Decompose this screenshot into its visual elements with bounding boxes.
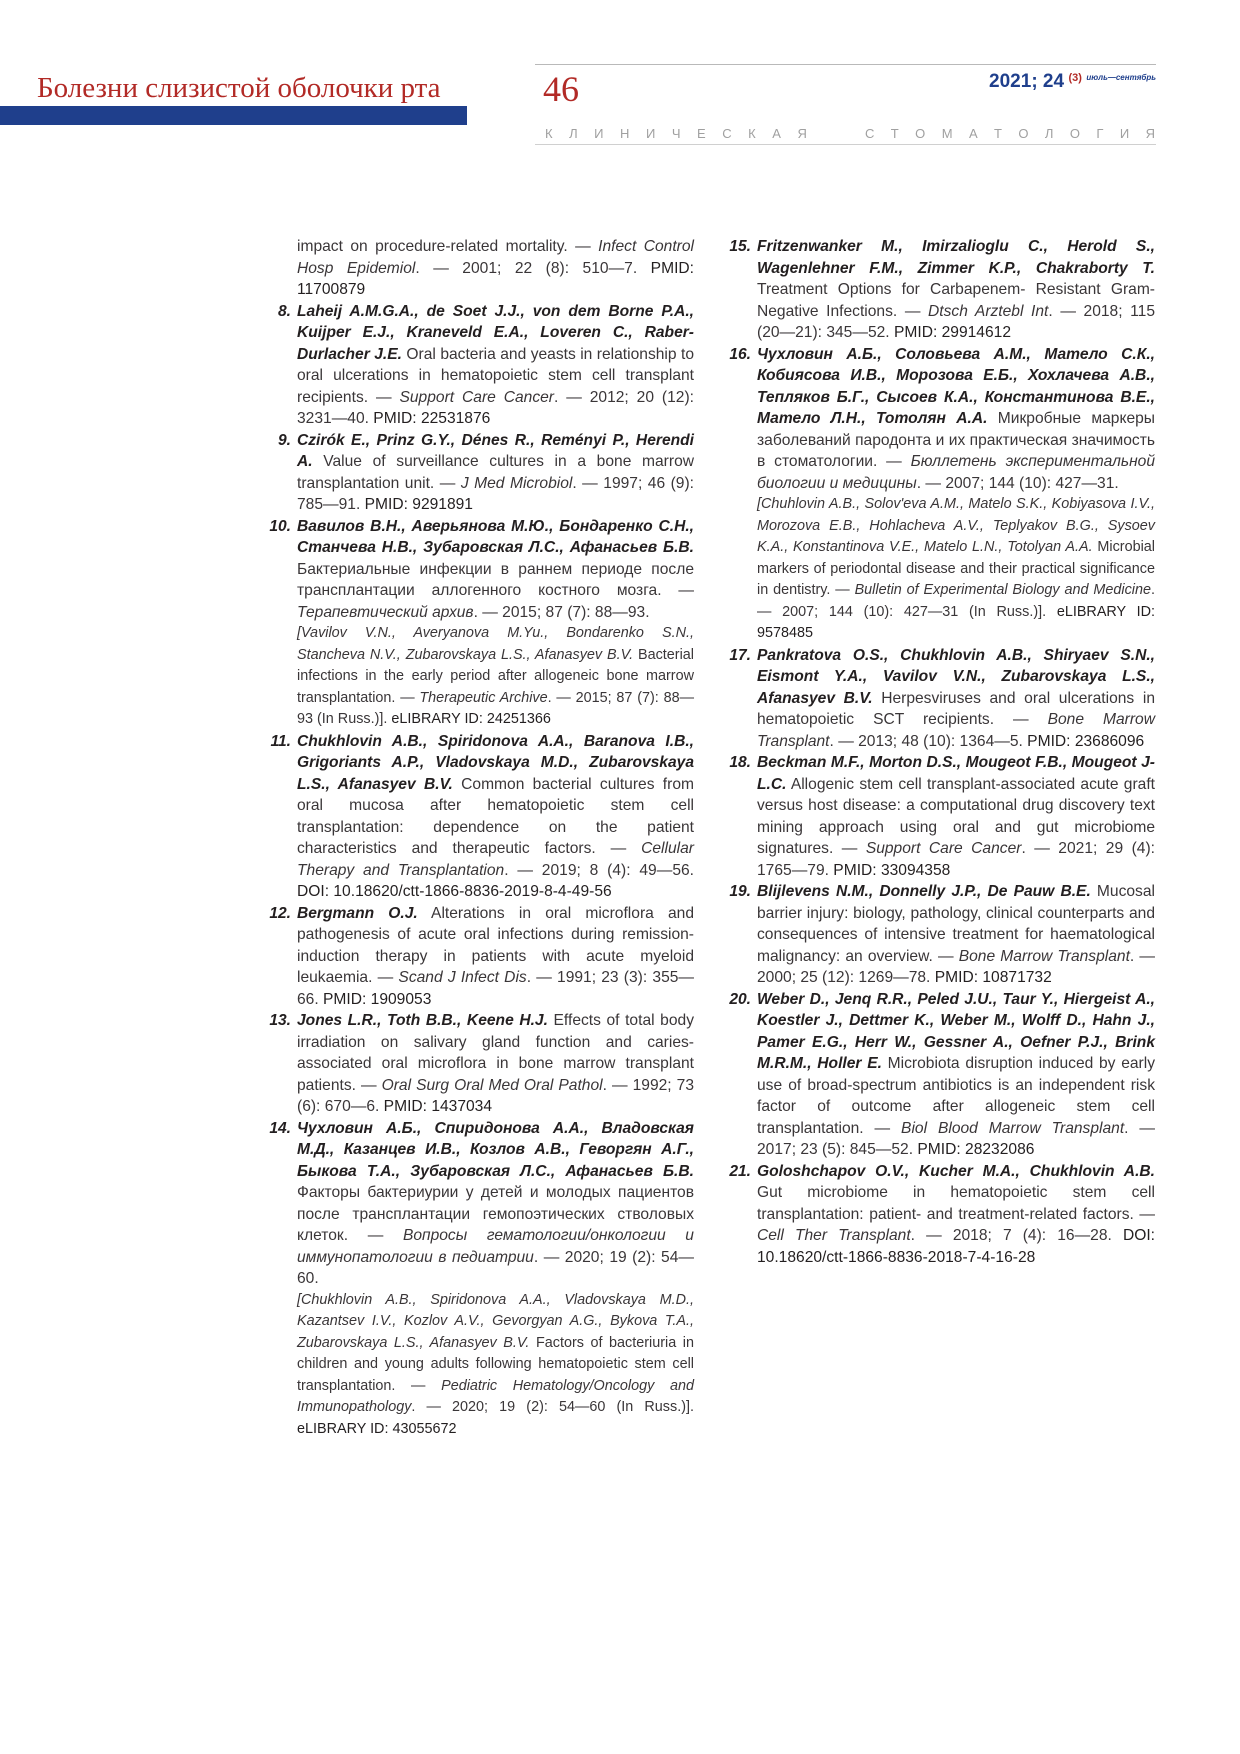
reference-details: . — 2021; 29 (4): 1765—79. xyxy=(757,840,1155,879)
journal-letter: О xyxy=(915,126,926,141)
section-title: Болезни слизистой оболочки рта xyxy=(37,72,441,104)
reference-list xyxy=(269,301,695,1441)
translation-title: Microbial markers of periodontal disease and their practical significance in dentistry. — xyxy=(757,539,1155,598)
reference-details: . — 1992; 73 (6): 670—6. xyxy=(297,1076,695,1115)
reference-id: eLIBRARY ID: 9578485 xyxy=(757,603,1156,641)
reference-authors: Weber D., Jenq R.R., Peled J.U., Taur Y., Hiergeist A., Koestler J., Dettmer K., Weber M., Wolff D., Hahn J., Pamer E.G., Herr W., Gessner A., Oefner P.J., Brink M.R.M., Holler E. xyxy=(757,990,1155,1072)
reference-journal: Infect Control Hosp Epidemiol xyxy=(297,238,694,277)
translation-authors: [Chukhlovin A.B., Spiridonova A.A., Vladovskaya M.D., Kazantsev I.V., Kozlov A.V., Gevorgyan A.G., Bykova T.A., Zubarovskaya L.S., Afanasyev B.V. xyxy=(297,1291,694,1351)
reference-list xyxy=(729,236,1156,1268)
translation-journal: Pediatric Hematology/Oncology and Immunopathology xyxy=(297,1377,694,1415)
reference-id: PMID: 28232086 xyxy=(917,1141,1035,1158)
reference-authors: Jones L.R., Toth B.B., Keene H.J. xyxy=(297,1012,548,1029)
journal-name xyxy=(545,126,1155,141)
journal-word-2 xyxy=(865,126,1155,141)
journal-letter: И xyxy=(594,126,604,141)
reference-authors: Czirók E., Prinz G.Y., Dénes R., Reményi P., Herendi A. xyxy=(297,431,694,470)
section-title-bar xyxy=(0,106,467,125)
reference-id: PMID: 33094358 xyxy=(833,861,951,879)
reference-entry xyxy=(729,881,1155,989)
reference-title: Alterations in oral microflora and pathogenesis of acute oral infections during remission-induction therapy in patients with acute myeloid leukaemia. — xyxy=(297,904,694,986)
reference-id: PMID: 23686096 xyxy=(1027,732,1145,750)
reference-entry xyxy=(269,1010,695,1118)
reference-authors: Chukhlovin A.B., Spiridonova A.A., Baranova I.B., Grigoriants A.P., Vladovskaya M.D., Zubarovskaya L.S., Afanasyev B.V. xyxy=(297,732,694,793)
header-rule-bottom xyxy=(535,144,1156,145)
journal-letter: И xyxy=(645,126,656,141)
reference-title: Common bacterial cultures from oral mucosa after hematopoietic stem cell transplantation: dependence on the patient characteristics and therapeutic factors. — xyxy=(297,775,694,857)
reference-id: eLIBRARY ID: 24251366 xyxy=(391,711,551,727)
reference-authors: Blijlevens N.M., Donnelly J.P., De Pauw B.E. xyxy=(757,883,1091,900)
reference-journal: Support Care Cancer xyxy=(399,388,554,406)
reference-title: Value of surveillance cultures in a bone marrow transplantation unit. — xyxy=(297,453,694,492)
reference-id: PMID: 29914612 xyxy=(893,324,1011,341)
reference-authors: Чухловин А.Б., Спиридонова А.А., Владовская М.Д., Казанцев И.В., Козлов А.В., Геворгян А.Г., Быкова Т.А., Зубаровская Л.С., Афанасьев Б.В. xyxy=(297,1119,694,1180)
reference-details: . — 2020; 19 (2): 54—60. xyxy=(297,1248,694,1287)
reference-journal: Bone Marrow Transplant xyxy=(757,711,1155,750)
reference-journal: Cellular Therapy and Transplantation xyxy=(297,840,694,879)
reference-number: 9. xyxy=(277,431,291,449)
reference-id: PMID: 11700879 xyxy=(297,259,694,298)
translation-title: Factors of bacteriuria in children and young adults following hematopoietic stem cell transplantation. — xyxy=(297,1334,694,1394)
journal-letter: Я xyxy=(1145,126,1155,141)
reference-number: 19. xyxy=(729,883,751,900)
reference-number: 11. xyxy=(270,732,291,750)
reference-entry xyxy=(269,516,694,731)
reference-translation xyxy=(297,623,694,731)
references-left-column xyxy=(269,236,695,1440)
translation-title: Bacterial infections in the early period after allogeneic bone marrow transplantation. — xyxy=(297,646,694,706)
journal-letter: Ч xyxy=(671,126,681,141)
reference-details: . — 2013; 48 (10): 1364—5. xyxy=(829,732,1028,750)
reference-entry xyxy=(729,236,1155,344)
translation-details: . — 2007; 144 (10): 427—31 (In Russ.)]. xyxy=(757,582,1155,620)
reference-details: . — 2015; 87 (7): 88—93. xyxy=(473,603,650,621)
journal-letter: Н xyxy=(620,126,630,141)
reference-details: . — 1991; 23 (3): 355—66. xyxy=(297,969,695,1008)
reference-details: . — 2017; 23 (5): 845—52. xyxy=(757,1119,1155,1158)
reference-details: . — 2000; 25 (12): 1269—78. xyxy=(757,947,1155,986)
journal-letter: К xyxy=(748,126,756,141)
reference-entry xyxy=(729,752,1155,881)
reference-authors: Laheij A.M.G.A., de Soet J.J., von dem Borne P.A., Kuijper E.J., Kraneveld E.A., Loveren C., Raber-Durlacher J.E. xyxy=(297,302,694,363)
reference-title: Allogenic stem cell transplant-associated acute graft versus host disease: a computational drug discovery text mining approach using oral and gut microbiome signatures. — xyxy=(757,775,1155,857)
reference-title: Gut microbiome in hematopoietic stem cell transplantation: patient- and treatment-related factors. — xyxy=(757,1184,1155,1223)
reference-entry xyxy=(729,344,1156,645)
reference-id: DOI: 10.18620/ctt-1866-8836-2019-8-4-49-56 xyxy=(297,883,612,900)
reference-journal: Cell Ther Transplant xyxy=(757,1227,911,1244)
issue-months: июль—сентябрь xyxy=(1086,73,1156,82)
journal-letter: К xyxy=(545,126,553,141)
reference-entry xyxy=(729,645,1155,753)
reference-title: Treatment Options for Carbapenem- Resistant Gram-Negative Infections. — xyxy=(757,281,1155,320)
reference-journal: Терапевтический архив xyxy=(297,603,474,621)
reference-number: 20. xyxy=(729,990,751,1008)
reference-title: Mucosal barrier injury: biology, pathology, clinical counterparts and consequences of intensive treatment for haematological malignancy: an overview. — xyxy=(757,883,1155,965)
journal-letter: О xyxy=(1018,126,1029,141)
reference-journal: Support Care Cancer xyxy=(865,840,1022,857)
journal-letter: А xyxy=(772,126,781,141)
reference-authors: Fritzenwanker M., Imirzalioglu C., Herold S., Wagenlehner F.M., Zimmer K.P., Chakraborty T. xyxy=(757,238,1155,277)
translation-authors: [Vavilov V.N., Averyanova M.Yu., Bondarenko S.N., Stancheva N.V., Zubarovskaya L.S., Afanasyev B.V. xyxy=(297,625,694,663)
reference-number: 16. xyxy=(729,345,751,363)
reference-details: . — 2018; 7 (4): 16—28. xyxy=(910,1227,1123,1244)
reference-title: Микробные маркеры заболеваний пародонта и их практическая значимость в стоматологии. — xyxy=(757,410,1155,470)
reference-journal: Oral Surg Oral Med Oral Pathol xyxy=(381,1076,603,1094)
reference-authors: Beckman M.F., Morton D.S., Mougeot F.B., Mougeot J-L.C. xyxy=(757,754,1155,793)
reference-details: . — 2018; 115 (20—21): 345—52. xyxy=(757,302,1155,341)
journal-letter: М xyxy=(941,126,953,141)
translation-authors: [Chuhlovin A.B., Solov'eva A.M., Matelo S.K., Kobiyasova I.V., Morozova E.B., Hohlacheva A.V., Teplyakov B.G., Sysoev K.A., Konstantinova V.E., Matelo L.N., Totolyan A.A. xyxy=(757,496,1155,555)
reference-details: . — 1997; 46 (9): 785—91. xyxy=(297,474,695,513)
reference-authors: Pankratova O.S., Chukhlovin A.B., Shiryaev S.N., Eismont Y.A., Vavilov V.N., Zubarovskaya L.S., Afanasyev B.V. xyxy=(757,646,1155,707)
reference-id: DOI: 10.18620/ctt-1866-8836-2018-7-4-16-28 xyxy=(757,1227,1156,1266)
reference-number: 21. xyxy=(729,1162,751,1180)
reference-number: 17. xyxy=(729,646,751,664)
reference-details: . — 2007; 144 (10): 427—31. xyxy=(916,474,1119,492)
reference-number: 15. xyxy=(729,238,751,255)
journal-letter: Е xyxy=(697,126,706,141)
journal-letter: А xyxy=(968,126,978,141)
reference-number: 18. xyxy=(729,754,751,771)
reference-entry xyxy=(269,1118,694,1441)
reference-authors: Чухловин А.Б., Соловьева А.М., Матело С.К., Кобиясова И.В., Морозова Е.Б., Хохлачева А.В., Тепляков Б.Г., Сысоев К.А., Константинова В.Е., Матело Л.Н., Тотолян А.А. xyxy=(757,345,1155,427)
reference-continuation xyxy=(297,236,694,301)
reference-entry xyxy=(277,301,694,430)
reference-id: PMID: 1437034 xyxy=(383,1098,493,1115)
reference-title: Бактериальные инфекции в раннем периоде после трансплантации аллогенного костного мозга. — xyxy=(297,560,694,599)
journal-letter: И xyxy=(1119,126,1130,141)
translation-journal: Bulletin of Experimental Biology and Medicine xyxy=(854,582,1151,598)
issue-info xyxy=(989,71,1156,93)
reference-entry xyxy=(729,1161,1156,1269)
reference-journal: Dtsch Arztebl Int xyxy=(928,302,1049,320)
page-number: 46 xyxy=(543,69,579,109)
reference-authors: Bergmann O.J. xyxy=(297,904,418,922)
reference-title: Herpesviruses and oral ulcerations in hematopoietic SCT recipients. — xyxy=(757,689,1155,728)
journal-letter: Т xyxy=(994,126,1002,141)
journal-letter: С xyxy=(722,126,732,141)
reference-number: 12. xyxy=(269,904,291,922)
reference-journal: Bone Marrow Transplant xyxy=(958,947,1130,965)
journal-letter: Л xyxy=(569,126,578,141)
reference-entry xyxy=(269,903,695,1011)
reference-translation xyxy=(757,494,1155,645)
reference-id: eLIBRARY ID: 43055672 xyxy=(297,1420,457,1437)
reference-entry xyxy=(729,989,1155,1161)
reference-journal: Biol Blood Marrow Transplant xyxy=(901,1119,1125,1137)
reference-number: 13. xyxy=(269,1012,291,1029)
reference-title: impact on procedure-related mortality. — xyxy=(297,238,599,255)
reference-journal: Бюллетень экспериментальной биологии и медицины xyxy=(757,453,1155,492)
journal-letter: Г xyxy=(1096,126,1104,141)
journal-letter: О xyxy=(1069,126,1080,141)
reference-title: Oral bacteria and yeasts in relationship to oral ulcerations in hematopoietic stem cell transplant recipients. — xyxy=(297,345,694,406)
reference-id: PMID: 1909053 xyxy=(323,990,432,1008)
reference-details: . — 2019; 8 (4): 49—56. xyxy=(504,861,694,879)
reference-entry xyxy=(270,731,694,903)
reference-details: . — 2012; 20 (12): 3231—40. xyxy=(297,388,694,427)
references-right-column xyxy=(729,236,1156,1268)
reference-id: PMID: 10871732 xyxy=(934,969,1052,986)
reference-journal: J Med Microbiol xyxy=(460,474,573,492)
header-rule xyxy=(535,64,1156,65)
reference-number: 14. xyxy=(269,1119,291,1137)
translation-details: . — 2015; 87 (7): 88—93 (In Russ.)]. xyxy=(297,689,694,727)
reference-authors: Goloshchapov O.V., Kucher M.A., Chukhlovin A.B. xyxy=(757,1162,1155,1180)
reference-translation xyxy=(297,1290,694,1441)
reference-title: Факторы бактериурии у детей и молодых пациентов после трансплантации гемопоэтических стволовых клеток. — xyxy=(297,1184,694,1244)
reference-authors: Вавилов В.Н., Аверьянова М.Ю., Бондаренко С.Н., Станчева Н.В., Зубаровская Л.С., Афанасьев Б.В. xyxy=(297,517,694,556)
reference-number: 10. xyxy=(269,517,291,535)
translation-journal: Therapeutic Archive xyxy=(419,689,548,706)
reference-details: . — 2001; 22 (8): 510—7. xyxy=(415,259,651,277)
reference-journal: Вопросы гематологии/онкологии и иммунопатологии в педиатрии xyxy=(297,1227,694,1266)
reference-entry xyxy=(277,430,695,516)
journal-letter: Я xyxy=(797,126,807,141)
journal-letter: Т xyxy=(890,126,899,141)
issue-number: (3) xyxy=(1068,72,1082,84)
reference-id: PMID: 22531876 xyxy=(373,410,491,427)
journal-word-1 xyxy=(545,126,807,141)
issue-year-volume: 2021; 24 xyxy=(989,71,1065,92)
translation-details: . — 2020; 19 (2): 54—60 (In Russ.)]. xyxy=(411,1399,694,1415)
reference-title: Effects of total body irradiation on salivary gland function and caries-associated oral microflora in bone marrow transplant patients. — xyxy=(297,1012,694,1094)
journal-letter: Л xyxy=(1044,126,1054,141)
reference-journal: Scand J Infect Dis xyxy=(398,969,527,986)
reference-number: 8. xyxy=(277,302,291,320)
reference-title: Microbiota disruption induced by early use of broad-spectrum antibiotics is an independent risk factor of outcome after allogeneic stem cell transplantation. — xyxy=(757,1055,1155,1137)
journal-letter: С xyxy=(865,126,875,141)
reference-id: PMID: 9291891 xyxy=(364,496,473,513)
